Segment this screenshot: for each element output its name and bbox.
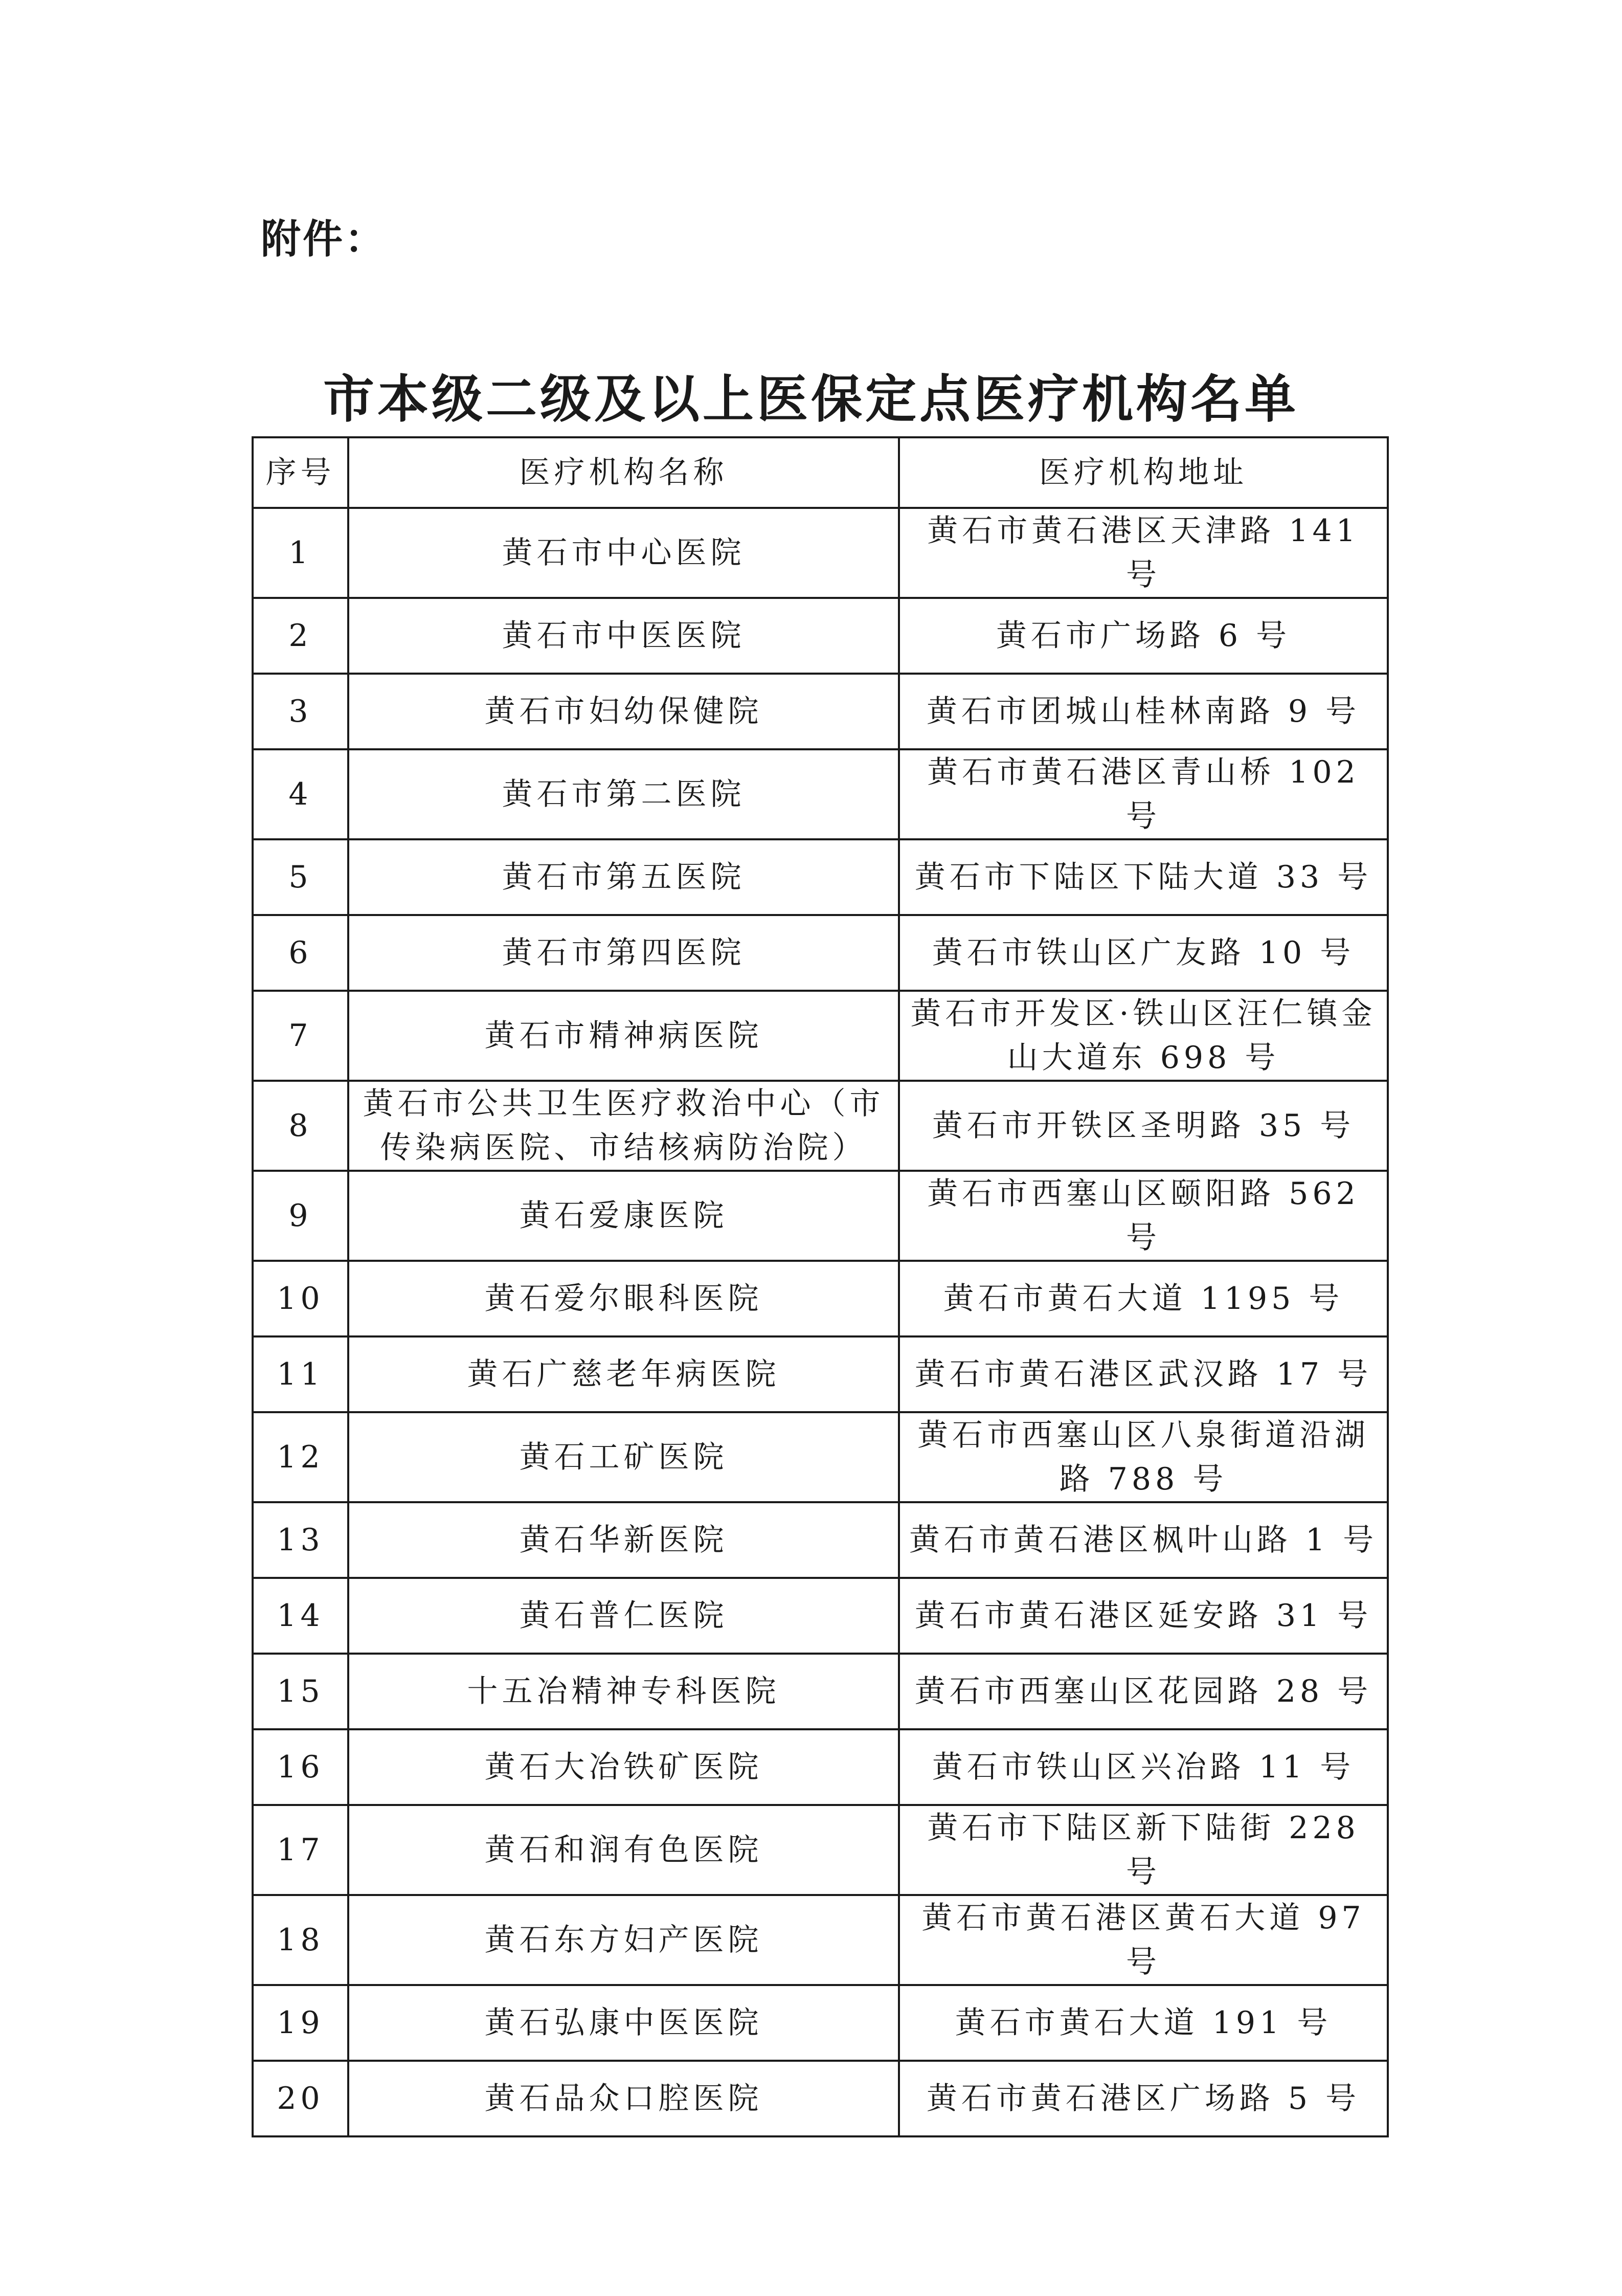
table-row — [253, 1171, 1388, 1261]
institution-address-cell: 黄石市下陆区下陆大道 33 号 — [899, 839, 1388, 915]
header-serial-number: 序号 — [253, 437, 348, 508]
table-row — [253, 1654, 1388, 1729]
institution-address-cell: 黄石市黄石大道 1195 号 — [899, 1261, 1388, 1336]
institution-address-cell: 黄石市西塞山区花园路 28 号 — [899, 1654, 1388, 1729]
serial-number-cell: 14 — [253, 1578, 348, 1654]
serial-number-cell: 19 — [253, 1985, 348, 2061]
header-institution-address: 医疗机构地址 — [899, 437, 1388, 508]
institution-name-cell: 黄石华新医院 — [348, 1502, 899, 1578]
institution-table — [252, 436, 1389, 2137]
institution-name-cell: 黄石市精神病医院 — [348, 991, 899, 1081]
serial-number-cell: 6 — [253, 915, 348, 991]
institution-name-cell: 黄石广慈老年病医院 — [348, 1336, 899, 1412]
institution-address-cell: 黄石市下陆区新下陆街 228 号 — [899, 1805, 1388, 1895]
serial-number-cell: 15 — [253, 1654, 348, 1729]
table-row — [253, 915, 1388, 991]
institution-address-cell: 黄石市黄石港区广场路 5 号 — [899, 2061, 1388, 2136]
institution-name-cell: 黄石市中心医院 — [348, 508, 899, 598]
table-row — [253, 508, 1388, 598]
institution-address-cell: 黄石市开发区·铁山区汪仁镇金山大道东 698 号 — [899, 991, 1388, 1081]
institution-name-cell: 黄石市第二医院 — [348, 749, 899, 839]
serial-number-cell: 7 — [253, 991, 348, 1081]
institution-address-cell: 黄石市黄石港区延安路 31 号 — [899, 1578, 1388, 1654]
institution-address-cell: 黄石市铁山区兴冶路 11 号 — [899, 1729, 1388, 1805]
institution-name-cell: 黄石和润有色医院 — [348, 1805, 899, 1895]
table-row — [253, 1081, 1388, 1171]
serial-number-cell: 17 — [253, 1805, 348, 1895]
institution-name-cell: 黄石市第四医院 — [348, 915, 899, 991]
header-institution-name: 医疗机构名称 — [348, 437, 899, 508]
table-row — [253, 1502, 1388, 1578]
page-title: 市本级二级及以上医保定点医疗机构名单 — [323, 369, 1299, 429]
institution-address-cell: 黄石市开铁区圣明路 35 号 — [899, 1081, 1388, 1171]
serial-number-cell: 12 — [253, 1412, 348, 1502]
serial-number-cell: 8 — [253, 1081, 348, 1171]
table-row — [253, 991, 1388, 1081]
institution-address-cell: 黄石市黄石大道 191 号 — [899, 1985, 1388, 2061]
serial-number-cell: 18 — [253, 1895, 348, 1985]
institution-address-cell: 黄石市西塞山区颐阳路 562 号 — [899, 1171, 1388, 1261]
table-row — [253, 1805, 1388, 1895]
table-row — [253, 1985, 1388, 2061]
institution-name-cell: 黄石市第五医院 — [348, 839, 899, 915]
serial-number-cell: 3 — [253, 674, 348, 749]
institution-name-cell: 黄石弘康中医医院 — [348, 1985, 899, 2061]
institution-name-cell: 黄石爱康医院 — [348, 1171, 899, 1261]
table-header-row — [253, 437, 1388, 508]
serial-number-cell: 1 — [253, 508, 348, 598]
table-row — [253, 2061, 1388, 2136]
serial-number-cell: 4 — [253, 749, 348, 839]
serial-number-cell: 9 — [253, 1171, 348, 1261]
institution-name-cell: 黄石市妇幼保健院 — [348, 674, 899, 749]
institution-name-cell: 黄石普仁医院 — [348, 1578, 899, 1654]
table-row — [253, 1261, 1388, 1336]
institution-address-cell: 黄石市黄石港区黄石大道 97 号 — [899, 1895, 1388, 1985]
institution-address-cell: 黄石市广场路 6 号 — [899, 598, 1388, 674]
institution-name-cell: 黄石市中医医院 — [348, 598, 899, 674]
table-row — [253, 1412, 1388, 1502]
table-row — [253, 1729, 1388, 1805]
table-row — [253, 749, 1388, 839]
institution-address-cell: 黄石市黄石港区武汉路 17 号 — [899, 1336, 1388, 1412]
attachment-label: 附件： — [261, 216, 387, 262]
table-row — [253, 1895, 1388, 1985]
table-row — [253, 598, 1388, 674]
institution-address-cell: 黄石市黄石港区枫叶山路 1 号 — [899, 1502, 1388, 1578]
serial-number-cell: 16 — [253, 1729, 348, 1805]
institution-name-cell: 黄石爱尔眼科医院 — [348, 1261, 899, 1336]
institution-name-cell: 十五冶精神专科医院 — [348, 1654, 899, 1729]
institution-address-cell: 黄石市铁山区广友路 10 号 — [899, 915, 1388, 991]
institution-name-cell: 黄石大冶铁矿医院 — [348, 1729, 899, 1805]
institution-address-cell: 黄石市西塞山区八泉街道沿湖路 788 号 — [899, 1412, 1388, 1502]
institution-address-cell: 黄石市团城山桂林南路 9 号 — [899, 674, 1388, 749]
institution-address-cell: 黄石市黄石港区天津路 141 号 — [899, 508, 1388, 598]
institution-address-cell: 黄石市黄石港区青山桥 102 号 — [899, 749, 1388, 839]
institution-name-cell: 黄石市公共卫生医疗救治中心（市传染病医院、市结核病防治院） — [348, 1081, 899, 1171]
serial-number-cell: 10 — [253, 1261, 348, 1336]
institution-name-cell: 黄石东方妇产医院 — [348, 1895, 899, 1985]
institution-name-cell: 黄石品众口腔医院 — [348, 2061, 899, 2136]
table-row — [253, 674, 1388, 749]
serial-number-cell: 13 — [253, 1502, 348, 1578]
table-row — [253, 1336, 1388, 1412]
serial-number-cell: 11 — [253, 1336, 348, 1412]
table-row — [253, 839, 1388, 915]
serial-number-cell: 20 — [253, 2061, 348, 2136]
serial-number-cell: 2 — [253, 598, 348, 674]
institution-name-cell: 黄石工矿医院 — [348, 1412, 899, 1502]
table-row — [253, 1578, 1388, 1654]
serial-number-cell: 5 — [253, 839, 348, 915]
